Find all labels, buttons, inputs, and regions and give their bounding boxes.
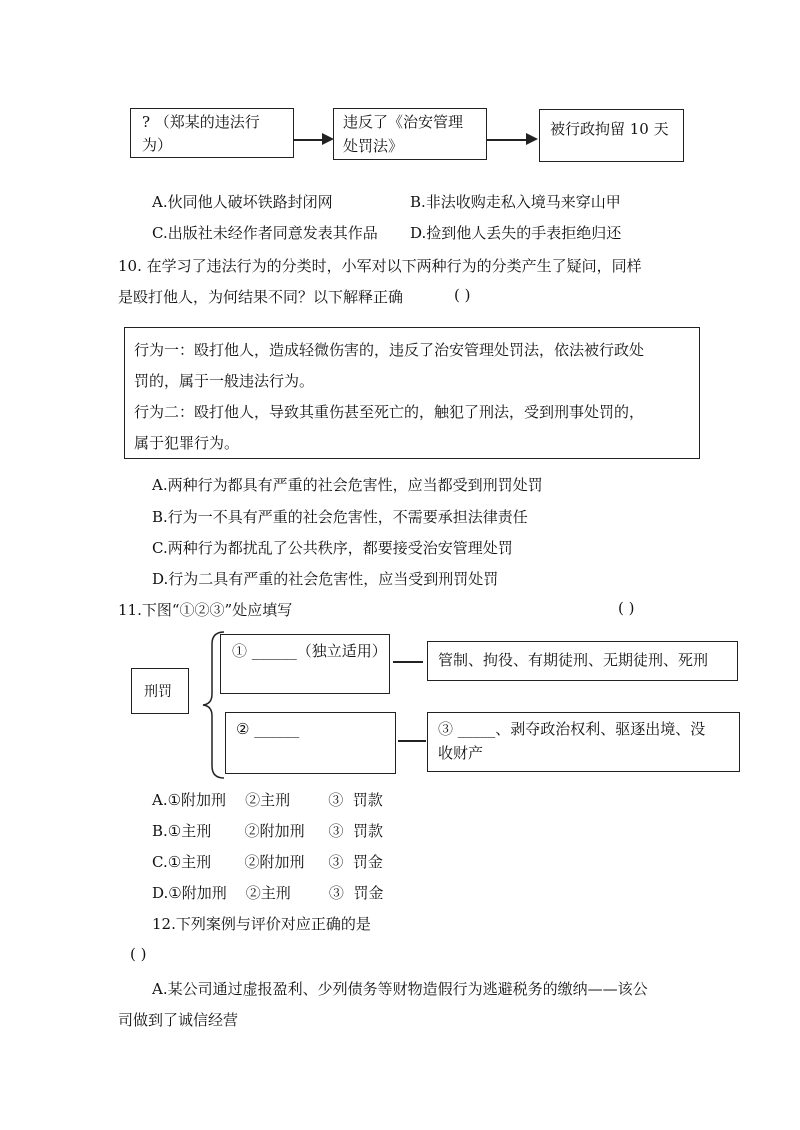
q11-connector-1	[393, 661, 423, 663]
q11-answer-paren: ( )	[618, 599, 635, 617]
q10-box-line3: 行为二：殴打他人，导致其重伤甚至死亡的，触犯了刑法，受到刑事处罚的，	[134, 403, 645, 421]
flow-arrow-1-line	[294, 139, 324, 141]
q11-connector-2	[398, 740, 426, 742]
q11-box-1-text: ① ______（独立适用）	[232, 642, 387, 660]
flow-box-violation-line2: 处罚法》	[343, 137, 404, 155]
q10-option-a: A.两种行为都具有严重的社会危害性，应当都受到刑罚处罚	[152, 476, 543, 494]
q9-option-c: C.出版社未经作者同意发表其作品	[152, 224, 378, 242]
q10-stem-line2: 是殴打他人，为何结果不同？以下解释正确	[118, 288, 404, 306]
q11-option-a: A.①附加刑 ②主刑 ③ 罚款	[152, 791, 383, 809]
flow-arrow-2-head	[526, 133, 538, 145]
q10-box-line2: 罚的，属于一般违法行为。	[134, 372, 315, 390]
q11-box-2-right-line1: ③ _____、剥夺政治权利、驱逐出境、没	[438, 720, 706, 738]
flow-box-offense-line2: 为）	[142, 136, 173, 154]
q11-box-2-right-line2: 收财产	[438, 744, 484, 762]
q11-box-1-right-text: 管制、拘役、有期徒刑、无期徒刑、死刑	[438, 651, 709, 669]
q10-box-line1: 行为一：殴打他人，造成轻微伤害的，违反了治安管理处罚法，依法被行政处	[134, 341, 645, 359]
q12-option-a-line1: A.某公司通过虚报盈利、少列债务等财物造假行为逃避税务的缴纳——该公	[152, 980, 648, 998]
q10-option-d: D.行为二具有严重的社会危害性，应当受到刑罚处罚	[152, 570, 499, 588]
q11-stem: 11.下图“①②③”处应填写	[118, 601, 293, 619]
q10-answer-paren: ( )	[454, 286, 471, 304]
q11-option-d: D.①附加刑 ②主刑 ③ 罚金	[152, 884, 384, 902]
q11-root-label: 刑罚	[144, 684, 172, 700]
q9-option-d: D.捡到他人丢失的手表拒绝归还	[410, 224, 622, 242]
q11-option-b: B.①主刑 ②附加刑 ③ 罚款	[152, 822, 383, 840]
flow-box-penalty-text: 被行政拘留 10 天	[550, 120, 669, 138]
q12-option-a-line2: 司做到了诚信经营	[118, 1011, 239, 1029]
q12-answer-paren: ( )	[130, 945, 147, 963]
q9-option-b: B.非法收购走私入境马来穿山甲	[410, 193, 621, 211]
q10-box-line4: 属于犯罪行为。	[134, 434, 240, 452]
flow-box-violation-line1: 违反了《治安管理	[343, 113, 464, 131]
q10-stem-line1: 10. 在学习了违法行为的分类时，小军对以下两种行为的分类产生了疑问，同样	[118, 257, 642, 275]
q11-option-c: C.①主刑 ②附加刑 ③ 罚金	[152, 853, 383, 871]
q9-option-a: A.伙同他人破坏铁路封闭网	[152, 193, 333, 211]
flow-box-offense-line1: ? （郑某的违法行	[142, 113, 260, 131]
flow-arrow-2-line	[487, 139, 527, 141]
q11-box-2-text: ② ______	[236, 720, 300, 738]
q10-option-c: C.两种行为都扰乱了公共秩序，都要接受治安管理处罚	[152, 539, 513, 557]
q12-stem: 12.下列案例与评价对应正确的是	[152, 915, 371, 933]
q10-option-b: B.行为一不具有严重的社会危害性，不需要承担法律责任	[152, 508, 528, 526]
